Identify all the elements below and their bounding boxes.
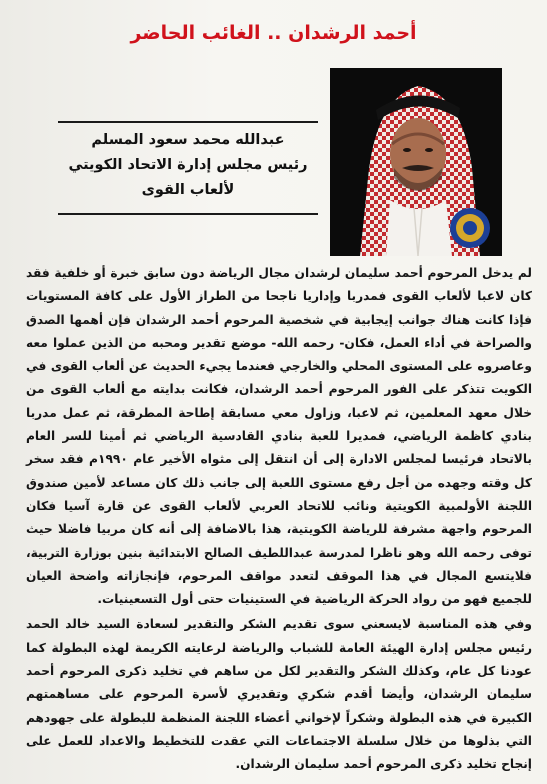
article-paragraph: لم يدخل المرحوم أحمد سليمان لرشدان مجال الرياضة دون سابق خبرة أو خلفية فقد كان لاعبا لألعاب القوى فمدربا وإداريا ناجحا من الطراز الأول على كافة المستويات فإذا كانت هناك جوانب إيجابية في شخصية المرحوم أحمد الرشدان فإن أهمها الصدق والصراحة في أداء العمل، فكان- رحمه الله- موضع تقدير ومحبه من الذين عملوا معه وعاصروه على المستوى المحلي والخارجي فعندما يجيء الحديث عن ألعاب القوى في الكويت تتذكر على الفور المرحوم أحمد الرشدان، فكانت بدايته مع ألعاب القوى من خلال معهد المعلمين، ثم لاعبا، وزاول معي مسابقة إطاحة المطرقة، ثم عمل مدربا بنادي كاظمة الرياضي، فمديرا للعبة بنادي القادسية الرياضي ثم أمينا للسر العام بالاتحاد فرئيسا لمجلس الادارة إلى أن انتقل إلى مثواه الأخير عام ١٩٩٠م فقد سخر كل وقته وجهده من أجل رفع مستوى اللعبة إلى جانب ذلك كان مساعد لأمين صندوق اللجنة الأولمبية الكويتية ونائب للاتحاد العربي لألعاب القوى عن قارة آسيا فكان المرحوم واجهة مشرفة للرياضة الكويتية، هذا بالاضافة إلى أنه كان مربيا فاضلا حيث توفى رحمه الله وهو ناظرا لمدرسة عبداللطيف الصالح الابتدائية بنين بوزارة التربية، فلايتسع المجال في هذا الموقف لتعدد مواقف المرحوم، فإنجازاته واضحة العيان للجميع فهو من رواد الحركة الرياضية في الستينيات حتى أول التسعينيات. xyxy=(26,266,533,607)
author-position-line-2: لألعاب القوى xyxy=(141,182,235,198)
author-position: رئيس مجلس إدارة الاتحاد الكويتي xyxy=(68,157,308,173)
author-name: عبدالله محمد سعود المسلم xyxy=(91,132,285,148)
pin-badge-icon xyxy=(450,208,490,248)
portrait-illustration xyxy=(330,68,502,256)
article-paragraph: وفي هذه المناسبة لايسعني سوى تقديم الشكر والتقدير لسعادة السيد خالد الحمد رئيس مجلس إدارة الهيئة العامة للشباب والرياضة لرعايته الكريمة لهذه البطولة كما عودنا كل عام، وكذلك الشكر والتقدير لكل من ساهم في تخليد ذكرى المرحوم أحمد سليمان الرشدان، وأيضا أقدم شكري وتقديري لأسرة المرحوم على مساهمتهم الكبيرة في هذه البطولة وشكراً لإخواني أعضاء اللجنة المنظمة للبطولة على جهودهم التي بذلوها من خلال سلسلة الاجتماعات التي عقدت للتخطيط والاعداد للعمل على إنجاح تخليد ذكرى المرحوم أحمد سليمان الرشدان. xyxy=(26,617,532,772)
portrait-photo xyxy=(330,68,502,256)
author-byline xyxy=(58,128,318,203)
article-title: أحمد الرشدان .. الغائب الحاضر xyxy=(130,22,417,44)
divider-bottom xyxy=(58,213,318,215)
divider-top xyxy=(58,121,318,123)
article-body xyxy=(26,262,532,777)
